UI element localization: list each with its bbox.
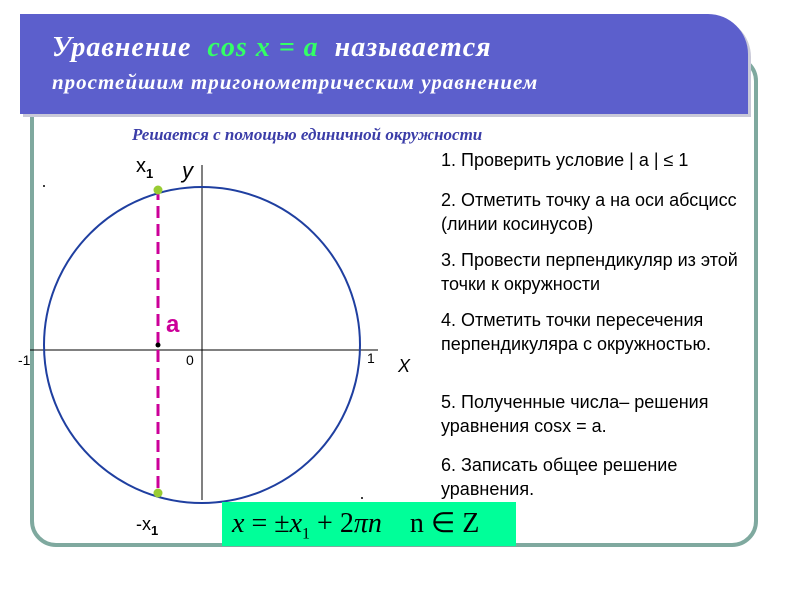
page-subtitle: простейшим тригонометрическим уравнением xyxy=(52,70,539,94)
formula-n: n xyxy=(367,508,382,539)
step-1: 1. Проверить условие | а | ≤ 1 xyxy=(441,150,689,170)
intersection-point-bottom xyxy=(154,489,163,498)
step-2: 2. Отметить точку а на оси абсцисс (линии косинусов) xyxy=(441,190,737,234)
title-suffix: называется xyxy=(334,32,492,63)
point-a-label: а xyxy=(166,311,180,338)
point-a-marker xyxy=(156,343,161,348)
step-5: 5. Полученные числа– решения уравнения cosx = a. xyxy=(441,392,709,436)
intersection-point-top xyxy=(154,186,163,195)
stray-dot xyxy=(43,185,45,187)
axis-x-label: Х xyxy=(398,356,411,376)
label-x1 xyxy=(136,155,153,181)
label-x1-main: х xyxy=(136,155,146,177)
title-prefix: Уравнение xyxy=(52,32,192,63)
step-4: 4. Отметить точки пересечения перпендикуляра с окружностью. xyxy=(441,310,711,354)
formula-domain: n ∈ Z xyxy=(409,508,480,539)
formula-plus: + 2 xyxy=(317,508,354,539)
formula-pi: π xyxy=(353,508,368,539)
axis-y-label: у xyxy=(182,158,193,183)
formula-x1: x xyxy=(289,508,303,539)
stray-dot xyxy=(361,497,363,499)
formula-lhs: x xyxy=(232,508,245,539)
label-x1-sub: 1 xyxy=(146,166,154,181)
label-minus-x1-sub: 1 xyxy=(151,523,159,538)
tick-zero: 0 xyxy=(186,352,194,368)
label-minus-x1-main: -х xyxy=(136,514,151,534)
step-3: 3. Провести перпендикуляр из этой точки к окружности xyxy=(441,250,738,294)
formula-x1-sub: 1 xyxy=(302,525,311,543)
label-minus-x1 xyxy=(136,514,158,538)
general-solution-formula xyxy=(222,502,516,546)
title-equation: cos x = a xyxy=(207,32,319,63)
tick-minus-one: -1 xyxy=(18,352,31,368)
step-6: 6. Записать общее решение уравнения. xyxy=(441,455,678,499)
tick-one: 1 xyxy=(367,350,375,366)
formula-equals-pm: = ± xyxy=(251,508,290,539)
diagram-caption: Решается с помощью единичной окружности xyxy=(132,125,483,144)
